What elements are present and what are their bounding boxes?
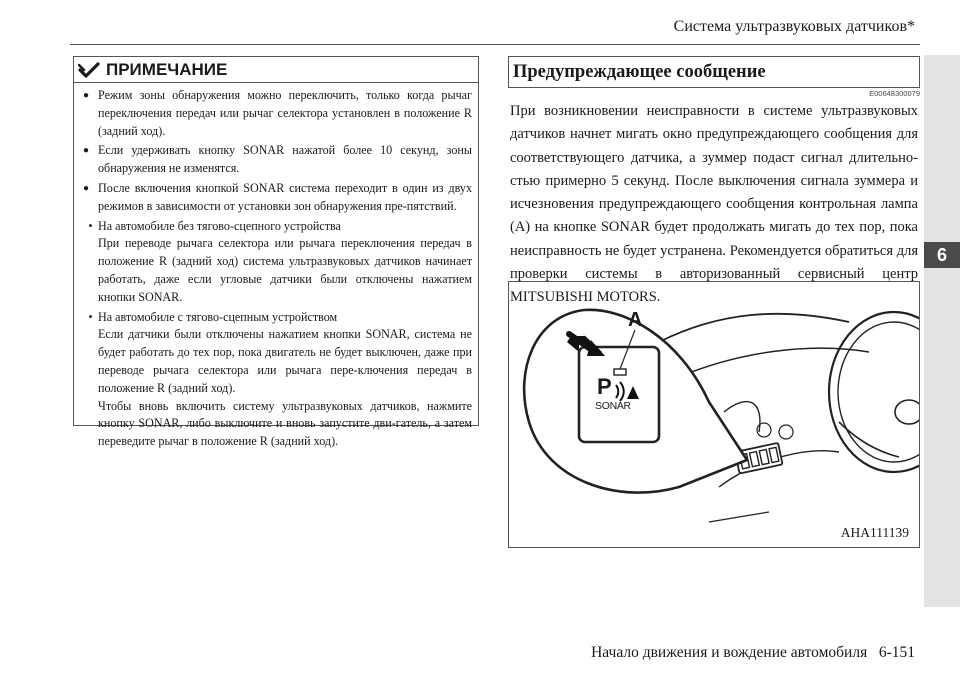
dashboard-illustration	[509, 282, 920, 548]
running-header: Система ультразвуковых датчиков*	[673, 18, 915, 35]
note-bullet-text: Режим зоны обнаружения можно переключить, только когда рычаг переключения передач или рычаг селектора установлен в положение R (задний ход).	[98, 88, 472, 138]
sub-bullet-icon: •	[88, 309, 93, 324]
callout-letter-a: A	[628, 309, 643, 331]
sonar-button-figure	[508, 281, 920, 548]
footer-chapter: Начало движения и вождение автомобиля	[591, 644, 868, 661]
sub-item-text: Чтобы вновь включить систему ультразвуковых датчиков, нажмите кнопку SONAR, либо выключите и вновь запустите дви-гатель, а затем переведите рычаг в положение R (задний ход).	[98, 398, 472, 449]
page-number: 6-151	[878, 644, 915, 661]
chapter-sidebar	[924, 55, 960, 607]
bullet-dot-icon: ●	[83, 182, 90, 194]
sub-item-text: При переводе рычага селектора или рычага переключения передач в положение R (задний ход) система ультразвуковых датчиков начинает работать, даже если угловые датчики были отключены нажатием кнопки SONAR.	[98, 236, 472, 304]
note-check-icon	[78, 61, 100, 79]
note-header	[74, 57, 478, 83]
note-bullet	[83, 142, 472, 178]
note-bullet-text: Если удерживать кнопку SONAR нажатой более 10 секунд, зоны обнаружения не изменятся.	[98, 143, 472, 176]
bullet-dot-icon: ●	[83, 145, 90, 157]
note-bullet-text: После включения кнопкой SONAR система переходит в один из двух режимов в зависимости от установки зон обнаружения пре-пятствий.	[98, 180, 472, 213]
chapter-tab[interactable]: 6	[924, 242, 960, 268]
note-bullet	[83, 180, 472, 216]
sub-item-head: На автомобиле с тягово-сцепным устройством	[98, 309, 338, 324]
note-sub-item	[83, 309, 472, 451]
sub-item-head: На автомобиле без тягово-сцепного устройства	[98, 218, 341, 233]
bullet-dot-icon: ●	[83, 90, 90, 101]
header-rule	[70, 44, 920, 45]
section-heading-box	[508, 56, 920, 88]
section-code: E00648300079	[869, 89, 920, 98]
figure-code: AHA111139	[840, 525, 909, 540]
sonar-button-label: SONAR	[595, 400, 631, 412]
note-sub-item	[83, 218, 472, 307]
note-bullet	[83, 87, 472, 140]
note-title: ПРИМЕЧАНИЕ	[106, 59, 228, 79]
button-parking-letter: P	[597, 374, 612, 399]
note-box	[73, 56, 479, 449]
note-body	[74, 83, 478, 451]
page-footer	[591, 644, 915, 662]
section-title: Предупреждающее сообщение	[513, 61, 766, 82]
sub-item-text: Если датчики были отключены нажатием кнопки SONAR, система не будет работать до тех пор, пока двигатель не будет выключен, даже при переводе рычага селектора или рычага пере-ключения передач в положение R (задний ход).	[98, 327, 472, 395]
section-paragraph: При возникновении неисправности в системе ультразвуковых датчиков начнет мигать окно предупреждающего сообщения для соответствующего датчика, а зуммер подаст сигнал длительно-стью примерно 5 секунд. После выключения сигнала зуммера и исчезновения предупреждающего сообщения контрольная лампа (A) на кнопке SONAR будет продолжать мигать до тех пор, пока неисправность не будет устранена. Рекомендуется обратиться для проверки системы в авторизованный сервисный центр MITSUBISHI MOTORS.	[510, 103, 918, 306]
sub-bullet-icon: •	[88, 218, 93, 233]
